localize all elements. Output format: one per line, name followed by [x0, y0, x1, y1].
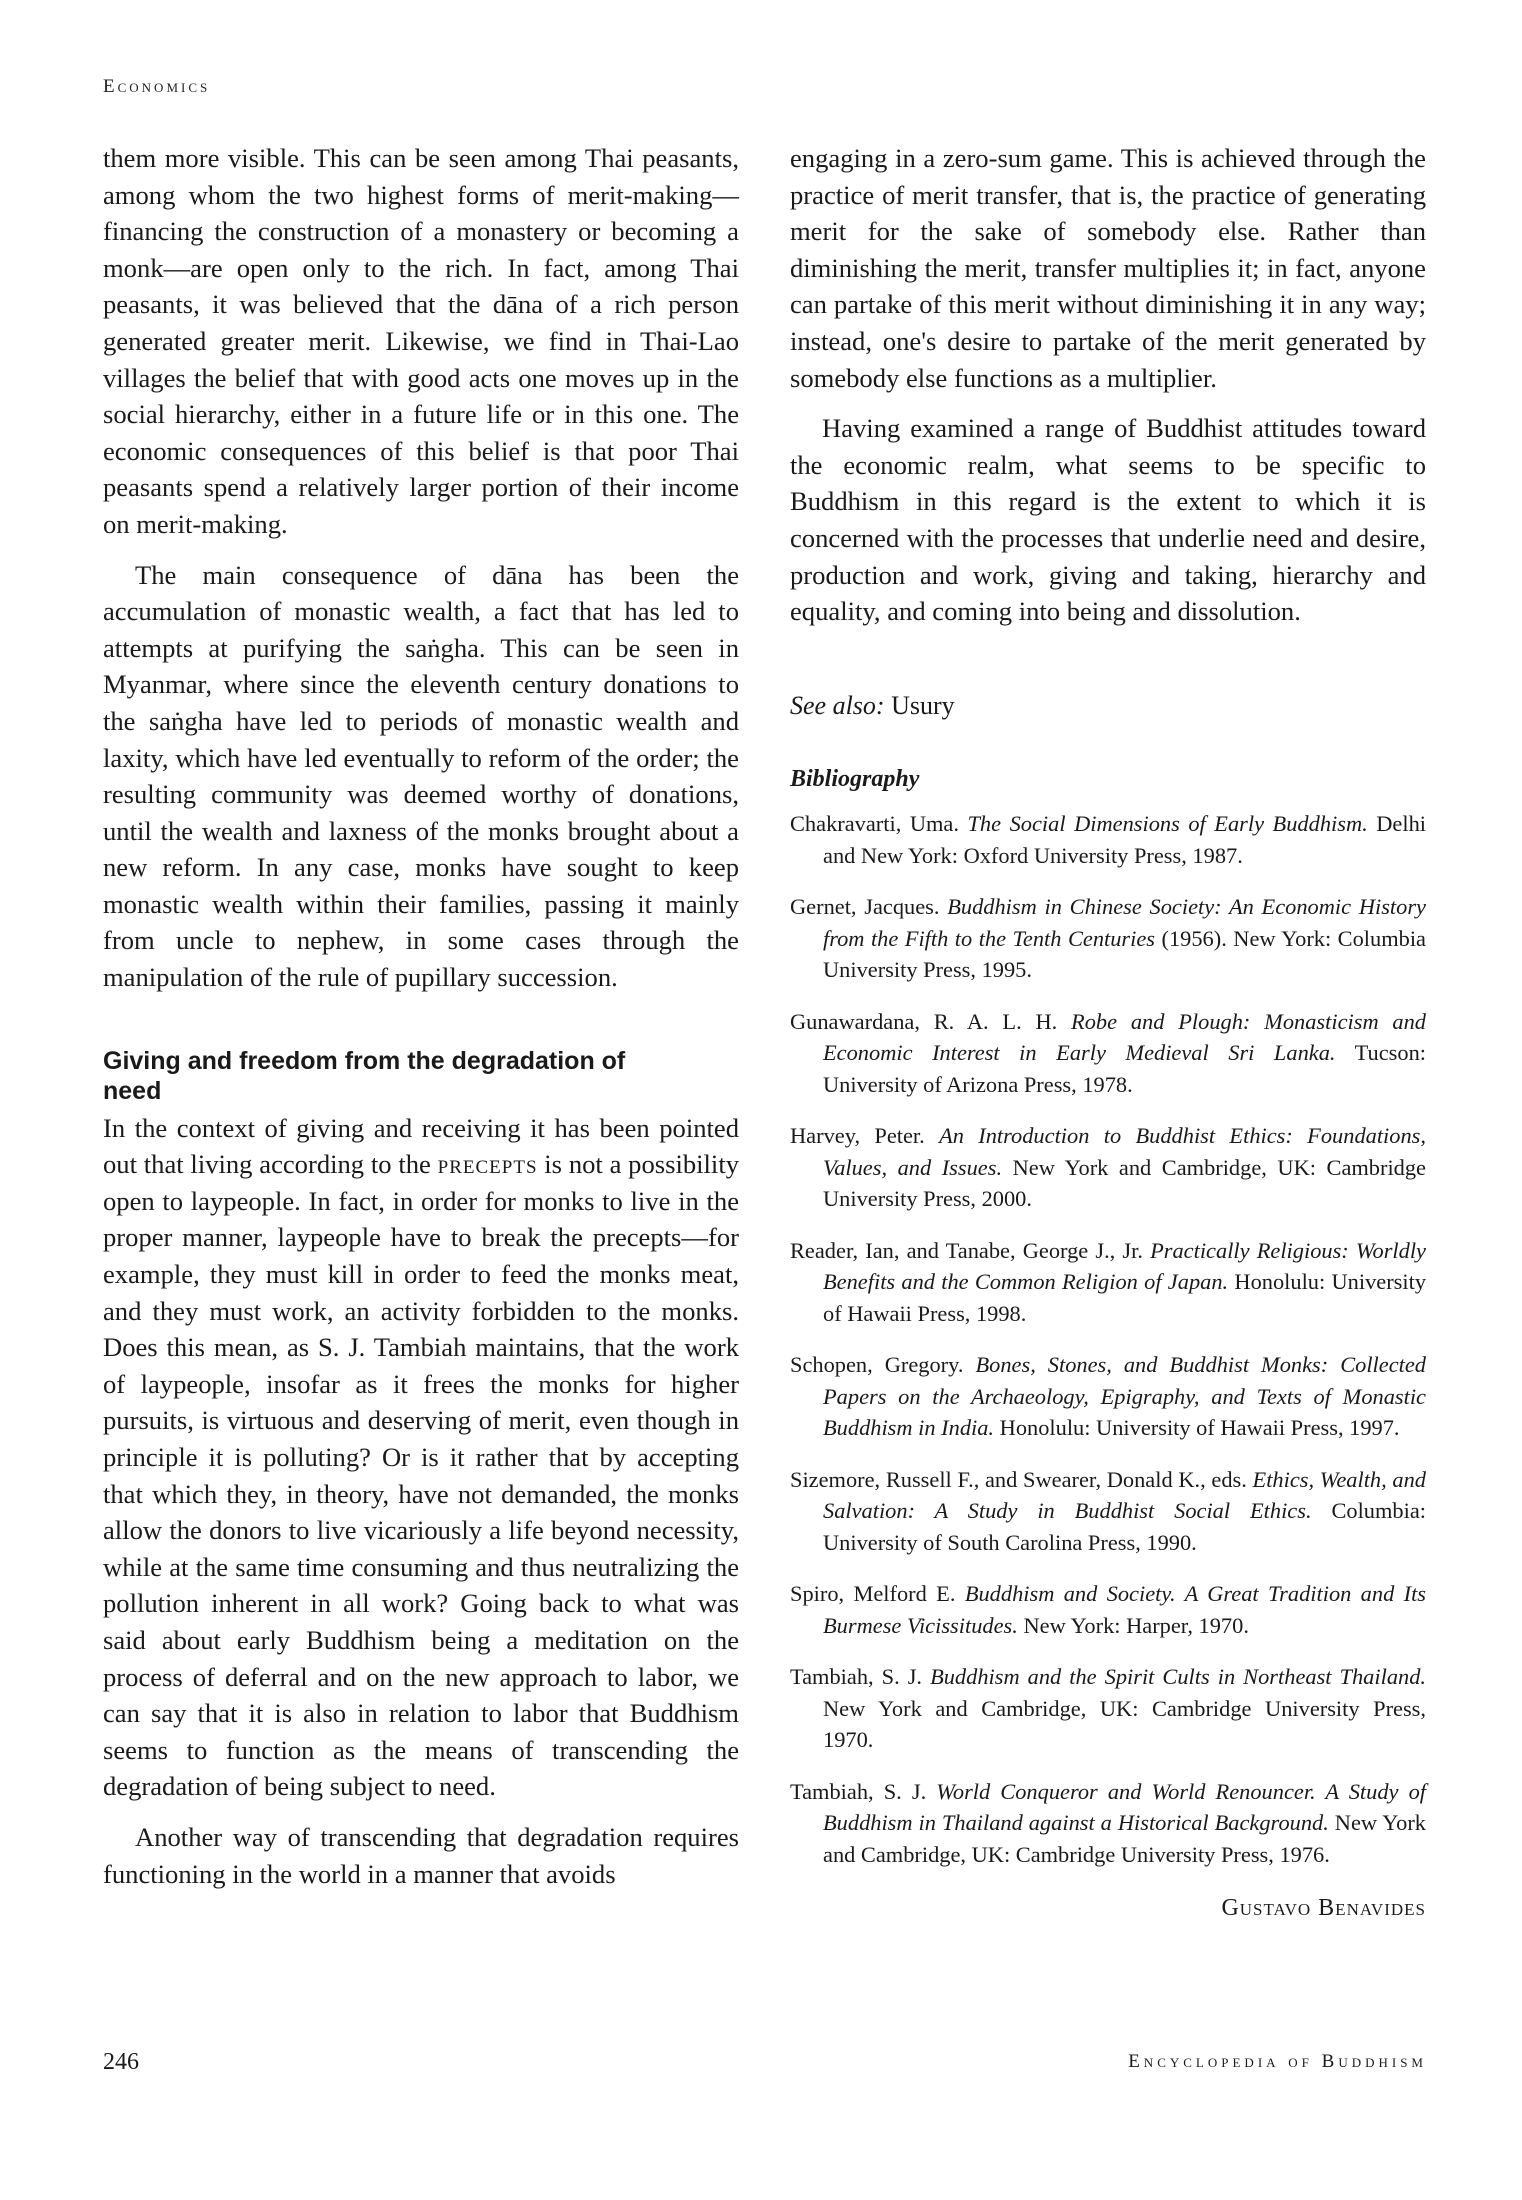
bib-author: Gernet, Jacques.: [790, 894, 948, 920]
bib-publication: New York: Harper, 1970.: [1017, 1612, 1249, 1638]
bib-author: Tambiah, S. J.: [790, 1778, 937, 1804]
bib-publication: New York and Cambridge, UK: Cambridge University Press, 1970.: [823, 1695, 1426, 1753]
precepts-cross-reference-link[interactable]: precepts: [437, 1149, 538, 1180]
bib-title: World Conqueror and World Renouncer. A Study of Buddhism in Thailand against a Historical Background.: [823, 1778, 1426, 1836]
bib-title: Practically Religious: Worldly Benefits and the Common Religion of Japan.: [823, 1237, 1426, 1295]
paragraph: Another way of transcending that degradation requires functioning in the world in a manner that avoids: [103, 1821, 739, 1889]
bib-author: Schopen, Gregory.: [790, 1352, 976, 1378]
running-foot: Encyclopedia of Buddhism: [1128, 2051, 1427, 2072]
text-span: is not a possibility open to laypeople. In fact, in order for monks to live in the proper manner, laypeople have to break the precepts—for example, they must kill in order to feed the monks meat, and they must work, an activity forbidden to the monks. Does this mean, as S. J. Tambiah maintains, that the work of laypeople, insofar as it frees the monks for higher pursuits, is virtuous and deserving of merit, even though in principle it is polluting? Or is it rather that by accepting that which they, in theory, have not demanded, the monks allow the donors to live vicariously a life beyond necessity, while at the same time consuming and thus neutralizing the pollution inherent in all work? Going back to what was said about early Buddhism being a meditation on the process of deferral and on the new approach to labor, we can say that it is also in relation to labor that Buddhism seems to function as the means of transcending the degradation of being subject to need.: [103, 1149, 739, 1802]
bibliography-entry: [790, 1776, 1426, 1871]
bibliography-entry: [790, 1349, 1426, 1444]
bib-title: Buddhism and the Spirit Cults in Northeast Thailand.: [930, 1664, 1426, 1690]
see-also-label: See also:: [790, 690, 885, 720]
bib-title: Ethics, Wealth, and Salvation: A Study in Buddhist Social Ethics.: [823, 1466, 1426, 1524]
section-paragraph: [103, 1110, 739, 1805]
paragraph: engaging in a zero-sum game. This is achieved through the practice of merit transfer, that is, the practice of generating merit for the sake of somebody else. Rather than diminishing the merit, transfer multiplies it; in fact, anyone can partake of this merit without diminishing it in any way; instead, one's desire to partake of the merit generated by somebody else functions as a multiplier.: [790, 143, 1426, 393]
bibliography-entry: [790, 1464, 1426, 1559]
bib-title: Bones, Stones, and Buddhist Monks: Collected Papers on the Archaeology, Epigraphy, and Texts of Monastic Buddhism in India.: [823, 1352, 1427, 1441]
bib-publication: New York and Cambridge, UK: Cambridge University Press, 1976.: [823, 1810, 1426, 1867]
bibliography-list: [790, 808, 1426, 1870]
bib-publication: Honolulu: University of Hawaii Press, 1997.: [994, 1415, 1400, 1441]
bib-author: Reader, Ian, and Tanabe, George J., Jr.: [790, 1237, 1151, 1263]
paragraph: Having examined a range of Buddhist attitudes toward the economic realm, what seems to be specific to Buddhism in this regard is the extent to which it is concerned with the processes that underlie need and desire, production and work, giving and taking, hierarchy and equality, and coming into being and dissolution.: [790, 413, 1426, 627]
running-head: Economics: [103, 76, 211, 97]
right-column: [790, 140, 1426, 1927]
paragraph: The main consequence of dāna has been the accumulation of monastic wealth, a fact that has led to attempts at purifying the saṅgha. This can be seen in Myanmar, where since the eleventh century donations to the saṅgha have led to periods of monastic wealth and laxity, which have led eventually to reform of the order; the resulting community was deemed worthy of donations, until the wealth and laxness of the monks brought about a new reform. In any case, monks have sought to keep monastic wealth within their families, passing it mainly from uncle to nephew, in some cases through the manipulation of the rule of pupillary succession.: [103, 559, 739, 993]
bib-author: Harvey, Peter.: [790, 1123, 940, 1149]
text-span: In the context of giving and receiving it has been pointed out that living according to the: [103, 1112, 739, 1180]
bib-author: Tambiah, S. J.: [790, 1664, 931, 1690]
bib-publication: New York and Cambridge, UK: Cambridge University Press, 2000.: [823, 1154, 1426, 1212]
left-column: [103, 140, 739, 1892]
bib-author: Spiro, Melford E.: [790, 1581, 965, 1607]
author-signature: Gustavo Benavides: [1221, 1895, 1426, 1922]
bibliography-entry: [790, 1006, 1426, 1101]
bib-publication: Honolulu: University of Hawaii Press, 1998.: [823, 1269, 1427, 1326]
bib-publication: (1956). New York: Columbia University Press, 1995.: [823, 925, 1426, 983]
bib-author: Gunawardana, R. A. L. H.: [790, 1008, 1072, 1034]
bib-author: Sizemore, Russell F., and Swearer, Donald K., eds.: [790, 1466, 1253, 1492]
bib-publication: Tucson: University of Arizona Press, 1978.: [823, 1040, 1427, 1097]
bib-author: Chakravarti, Uma.: [790, 811, 968, 837]
see-also: [790, 688, 1426, 725]
bibliography-heading: Bibliography: [790, 766, 920, 793]
bib-title: Buddhism in Chinese Society: An Economic History from the Fifth to the Tenth Centuries: [823, 894, 1426, 951]
bibliography-entry: [790, 1578, 1426, 1641]
bibliography-entry: [790, 808, 1426, 871]
bib-publication: Delhi and New York: Oxford University Press, 1987.: [823, 811, 1427, 868]
bib-title: The Social Dimensions of Early Buddhism.: [967, 811, 1368, 837]
bibliography-entry: [790, 1661, 1426, 1756]
paragraph: them more visible. This can be seen among Thai peasants, among whom the two highest forms of merit-making—financing the construction of a monastery or becoming a monk—are open only to the rich. In fact, among Thai peasants, it was believed that the dāna of a rich person generated greater merit. Likewise, we find in Thai-Lao villages the belief that with good acts one moves up in the social hierarchy, either in a future life or in this one. The economic consequences of this belief is that poor Thai peasants spend a relatively larger portion of their income on merit-making.: [103, 143, 739, 539]
bibliography-entry: [790, 1120, 1426, 1215]
bibliography-entry: [790, 891, 1426, 986]
section-heading: Giving and freedom from the degradation of need: [103, 1046, 626, 1105]
page-number: 246: [103, 2049, 139, 2075]
bibliography-entry: [790, 1235, 1426, 1330]
bib-title: Robe and Plough: Monasticism and Economic Interest in Early Medieval Sri Lanka.: [823, 1008, 1426, 1066]
bib-publication: Columbia: University of South Carolina Press, 1990.: [823, 1498, 1426, 1555]
bib-title: Buddhism and Society. A Great Tradition and Its Burmese Vicissitudes.: [823, 1581, 1427, 1638]
bib-title: An Introduction to Buddhist Ethics: Foundations, Values, and Issues.: [823, 1123, 1426, 1180]
usury-cross-reference-link[interactable]: Usury: [891, 690, 955, 720]
